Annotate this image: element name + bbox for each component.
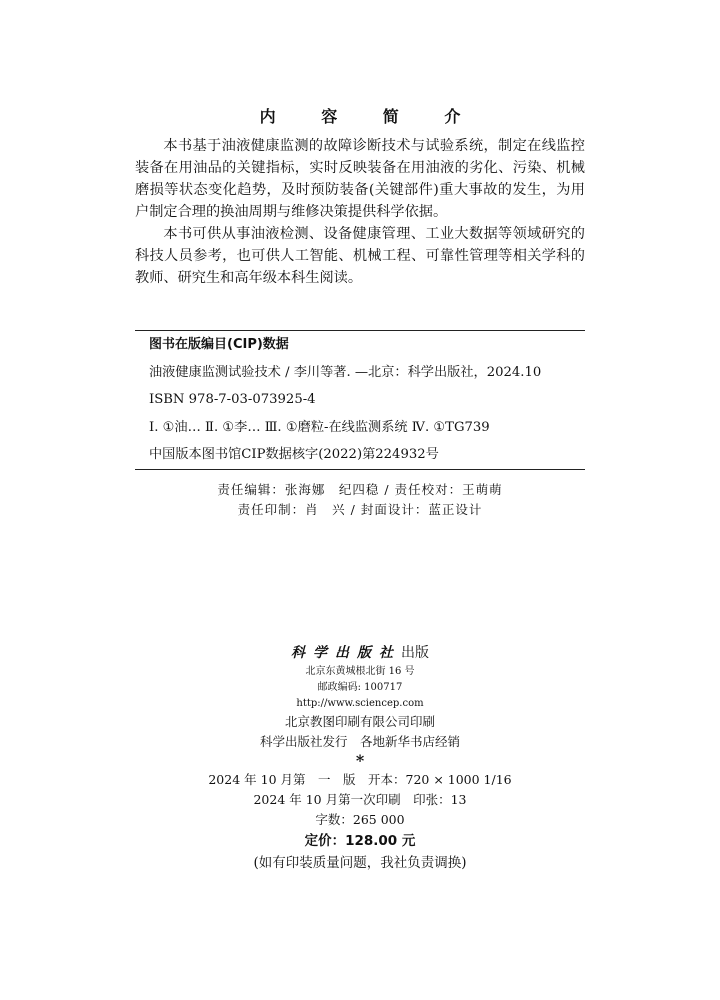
credits-production: 责任印制：肖 兴 / 封面设计：蓝正设计 [237, 502, 483, 517]
publisher-address: 北京东黄城根北街 16 号 [305, 666, 415, 677]
printer-line: 北京教图印刷有限公司印刷 [284, 714, 435, 729]
edition-line: 2024 年 10 月第 一 版 开本：720 × 1000 1/16 [208, 772, 512, 787]
distribution-line: 科学出版社发行 各地新华书店经销 [259, 734, 460, 749]
summary-section [135, 135, 585, 289]
separator-star: * [355, 751, 365, 770]
publisher-postcode: 邮政编码: 100717 [317, 682, 403, 693]
publisher-section [0, 642, 720, 874]
publisher-line [0, 642, 720, 664]
publisher-website: http://www.sciencep.com [296, 698, 424, 709]
cip-heading: 图书在版编目(CIP)数据 [149, 337, 289, 352]
publisher-brand: 科学出版社 [291, 645, 401, 661]
printing-line: 2024 年 10 月第一次印刷 印张：13 [253, 792, 467, 807]
price-line: 定价：128.00 元 [304, 833, 416, 849]
cip-data-block [135, 330, 585, 470]
cip-isbn-line: ISBN 978-7-03-073925-4 [149, 392, 316, 407]
credits-editors: 责任编辑：张海娜 纪四稳 / 责任校对：王萌萌 [217, 482, 503, 497]
summary-paragraph-2: 本书可供从事油液检测、设备健康管理、工业大数据等领域研究的科技人员参考，也可供人工智能、机械工程、可靠性管理等相关学科的教师、研究生和高年级本科生阅读。 [135, 226, 585, 286]
cip-classification-line: Ⅰ. ①油… Ⅱ. ①李… Ⅲ. ①磨粒-在线监测系统 Ⅳ. ①TG739 [149, 419, 490, 435]
summary-title: 内 容 简 介 [259, 107, 481, 126]
cip-record-number-line: 中国版本图书馆CIP数据核字(2022)第224932号 [149, 447, 439, 462]
publisher-brand-suffix: 出版 [401, 645, 429, 661]
summary-paragraph-1: 本书基于油液健康监测的故障诊断技术与试验系统，制定在线监控装备在用油品的关键指标，实时反映装备在用油液的劣化、污染、机械磨损等状态变化趋势，及时预防装备(关键部件)重大事故的发生，为用户制定合理的换油周期与维修决策提供科学依据。 [135, 138, 585, 220]
quality-note: (如有印装质量问题，我社负责调换) [253, 855, 467, 871]
word-count-line: 字数：265 000 [315, 812, 405, 827]
cip-title-line: 油液健康监测试验技术 / 李川等著. —北京：科学出版社，2024.10 [149, 364, 542, 380]
credits-section [0, 480, 720, 520]
